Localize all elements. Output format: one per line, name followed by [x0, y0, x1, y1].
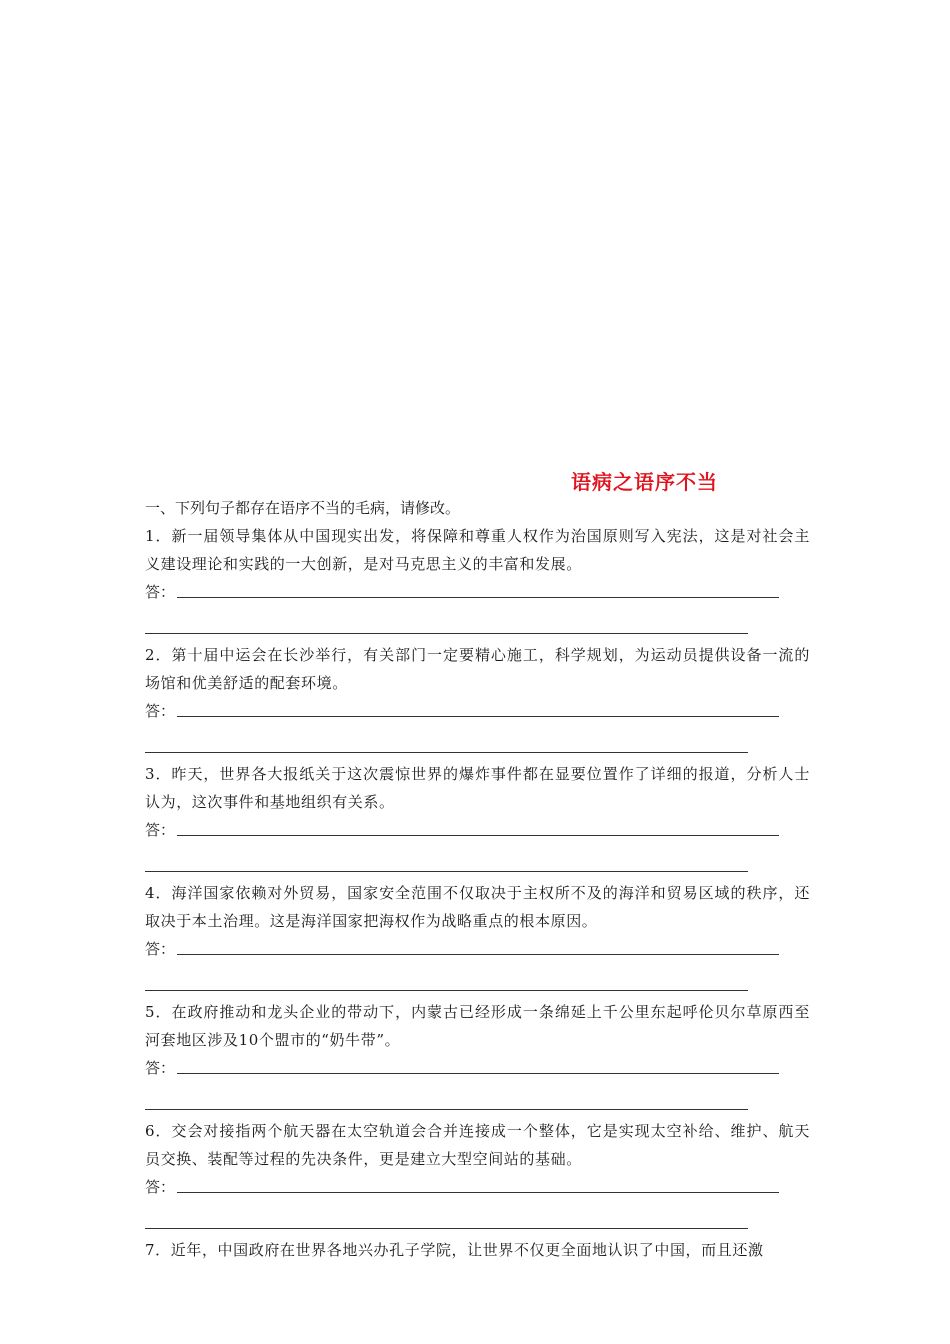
answer-line[interactable] — [145, 1082, 748, 1110]
answer-label: 答： — [145, 1178, 176, 1196]
answer-label: 答： — [145, 940, 176, 958]
question-item — [145, 879, 810, 991]
question-text: 4．海洋国家依赖对外贸易，国家安全范围不仅取决于主权所不及的海洋和贸易区域的秩序，还取决于本土治理。这是海洋国家把海权作为战略重点的根本原因。 — [145, 884, 810, 930]
answer-line[interactable] — [177, 578, 779, 598]
question-text: 2．第十届中运会在长沙举行，有关部门一定要精心施工，科学规划，为运动员提供设备一流的场馆和优美舒适的配套环境。 — [145, 646, 810, 692]
answer-line[interactable] — [177, 1054, 779, 1074]
answer-line[interactable] — [177, 1173, 779, 1193]
question-text: 6．交会对接指两个航天器在太空轨道会合并连接成一个整体，它是实现太空补给、维护、航天员交换、装配等过程的先决条件，更是建立大型空间站的基础。 — [145, 1122, 810, 1168]
answer-label: 答： — [145, 1059, 176, 1077]
answer-row — [145, 1173, 810, 1201]
page-title: 语病之语序不当 — [571, 470, 718, 494]
exercise-content — [145, 494, 810, 1264]
answer-row — [145, 697, 810, 725]
question-text: 3．昨天，世界各大报纸关于这次震惊世界的爆炸事件都在显要位置作了详细的报道，分析人士认为，这次事件和基地组织有关系。 — [145, 765, 810, 811]
answer-label: 答： — [145, 821, 176, 839]
instruction-text: 一、下列句子都存在语序不当的毛病，请修改。 — [145, 499, 461, 517]
question-item — [145, 1236, 810, 1264]
answer-line[interactable] — [145, 963, 748, 991]
answer-line[interactable] — [145, 1201, 748, 1229]
question-text: 1．新一届领导集体从中国现实出发，将保障和尊重人权作为治国原则写入宪法，这是对社会主义建设理论和实践的一大创新，是对马克思主义的丰富和发展。 — [145, 527, 810, 573]
question-item — [145, 522, 810, 634]
question-text: 7．近年，中国政府在世界各地兴办孔子学院，让世界不仅更全面地认识了中国，而且还激 — [145, 1241, 764, 1259]
answer-line[interactable] — [177, 697, 779, 717]
question-item — [145, 998, 810, 1110]
answer-line[interactable] — [177, 816, 779, 836]
question-item — [145, 1117, 810, 1229]
answer-row — [145, 816, 810, 844]
answer-line[interactable] — [145, 606, 748, 634]
question-text: 5．在政府推动和龙头企业的带动下，内蒙古已经形成一条绵延上千公里东起呼伦贝尔草原西至河套地区涉及10个盟市的“奶牛带”。 — [145, 1003, 810, 1049]
answer-line[interactable] — [145, 725, 748, 753]
answer-row — [145, 1054, 810, 1082]
answer-line[interactable] — [177, 935, 779, 955]
answer-label: 答： — [145, 702, 176, 720]
answer-row — [145, 935, 810, 963]
answer-row — [145, 578, 810, 606]
answer-label: 答： — [145, 583, 176, 601]
question-item — [145, 760, 810, 872]
question-item — [145, 641, 810, 753]
answer-line[interactable] — [145, 844, 748, 872]
